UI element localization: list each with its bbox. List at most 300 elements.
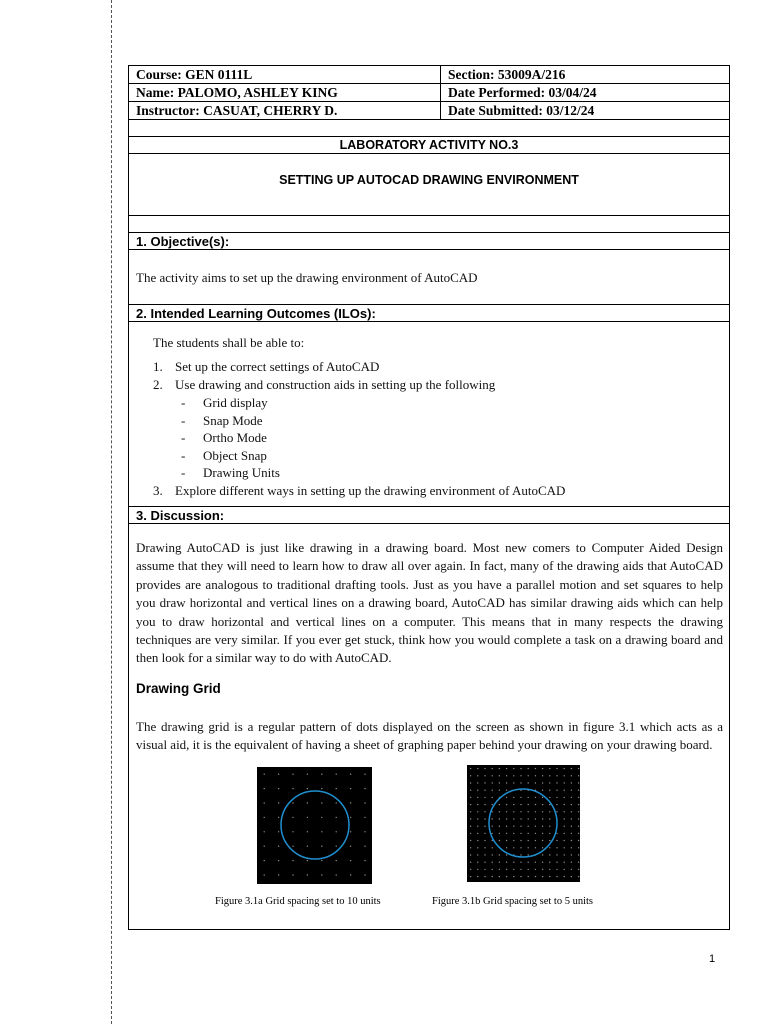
grid-dot — [336, 846, 337, 847]
grid-dot — [264, 874, 265, 875]
grid-dot — [520, 782, 521, 783]
grid-dot — [564, 775, 565, 776]
grid-dot — [535, 826, 536, 827]
grid-dot — [520, 811, 521, 812]
grid-dot — [499, 775, 500, 776]
grid-dot — [492, 782, 493, 783]
grid-dot — [520, 818, 521, 819]
grid-dot — [470, 818, 471, 819]
grid-dot — [470, 876, 471, 877]
grid-dot — [549, 782, 550, 783]
sub-list-item: - Drawing Units — [181, 465, 280, 480]
grid-dot — [470, 862, 471, 863]
grid-dot — [513, 775, 514, 776]
grid-dot — [535, 862, 536, 863]
grid-dot — [571, 768, 572, 769]
grid-dot — [499, 854, 500, 855]
grid-dot — [520, 876, 521, 877]
grid-dot — [520, 768, 521, 769]
grid-dot — [336, 831, 337, 832]
grid-dot — [506, 775, 507, 776]
objective-heading: 1. Objective(s): — [129, 233, 729, 250]
grid-dot — [484, 818, 485, 819]
grid-dot — [535, 811, 536, 812]
ilo-heading: 2. Intended Learning Outcomes (ILOs): — [129, 305, 729, 322]
grid-dot — [499, 782, 500, 783]
grid-dot — [336, 802, 337, 803]
grid-dot — [564, 854, 565, 855]
grid-dot — [535, 869, 536, 870]
grid-dot — [528, 876, 529, 877]
grid-dot — [520, 869, 521, 870]
grid-dot — [535, 804, 536, 805]
grid-dot — [513, 847, 514, 848]
grid-dot — [528, 833, 529, 834]
grid-dot — [578, 804, 579, 805]
grid-dot — [520, 797, 521, 798]
grid-dot — [484, 775, 485, 776]
grid-dot — [571, 862, 572, 863]
grid-dot — [477, 869, 478, 870]
grid-dot — [513, 804, 514, 805]
grid-dot — [492, 847, 493, 848]
grid-dot — [571, 826, 572, 827]
grid-dot — [542, 847, 543, 848]
grid-dot — [556, 775, 557, 776]
grid-dot — [520, 847, 521, 848]
grid-dot — [535, 876, 536, 877]
grid-dot — [492, 869, 493, 870]
grid-dot — [513, 869, 514, 870]
grid-dot — [556, 869, 557, 870]
grid-dot — [477, 768, 478, 769]
grid-dot — [484, 797, 485, 798]
grid-dot — [520, 833, 521, 834]
grid-dot — [336, 874, 337, 875]
margin-guide — [111, 0, 112, 1024]
grid-dot — [528, 869, 529, 870]
grid-dot — [292, 846, 293, 847]
grid-dot — [470, 782, 471, 783]
grid-dot — [578, 797, 579, 798]
grid-dot — [470, 826, 471, 827]
grid-dot — [307, 846, 308, 847]
grid-dot — [506, 854, 507, 855]
grid-dot — [364, 846, 365, 847]
grid-dot — [528, 768, 529, 769]
grid-dot — [578, 782, 579, 783]
grid-dot — [528, 804, 529, 805]
grid-dot — [564, 826, 565, 827]
page-number: 1 — [709, 953, 716, 965]
discussion-heading: 3. Discussion: — [129, 507, 729, 524]
grid-dot — [364, 874, 365, 875]
sub-list-item: - Object Snap — [181, 447, 267, 463]
grid-dot — [336, 817, 337, 818]
grid-dot — [492, 826, 493, 827]
grid-dot — [364, 860, 365, 861]
grid-dot — [364, 802, 365, 803]
grid-dot — [278, 817, 279, 818]
grid-dot — [499, 804, 500, 805]
grid-dot — [578, 775, 579, 776]
grid-dot — [578, 847, 579, 848]
grid-dot — [571, 811, 572, 812]
grid-dot — [564, 840, 565, 841]
grid-dot — [321, 788, 322, 789]
grid-dot — [321, 831, 322, 832]
grid-dot — [506, 782, 507, 783]
grid-dot — [484, 840, 485, 841]
grid-dot — [506, 804, 507, 805]
grid-dot — [484, 847, 485, 848]
grid-dot — [549, 804, 550, 805]
grid-dot — [535, 775, 536, 776]
grid-dot — [556, 847, 557, 848]
grid-dot — [492, 818, 493, 819]
grid-dot — [549, 811, 550, 812]
grid-dot — [542, 876, 543, 877]
grid-dot — [549, 833, 550, 834]
grid-dot — [528, 847, 529, 848]
ilo-section — [129, 322, 729, 507]
grid-dot — [484, 854, 485, 855]
grid-dot — [549, 854, 550, 855]
objective-text: The activity aims to set up the drawing environment of AutoCAD — [129, 250, 729, 305]
grid-dot — [513, 782, 514, 783]
grid-dot — [307, 860, 308, 861]
grid-dot — [578, 876, 579, 877]
grid-dot — [492, 840, 493, 841]
grid-dot — [506, 768, 507, 769]
grid-dot — [542, 833, 543, 834]
grid-dot — [321, 860, 322, 861]
header-row-course — [129, 66, 729, 84]
grid-dot — [578, 833, 579, 834]
drawn-circle — [281, 791, 349, 859]
grid-dot — [470, 804, 471, 805]
grid-dot — [506, 833, 507, 834]
grid-dot — [549, 790, 550, 791]
grid-dot — [549, 826, 550, 827]
grid-paragraph: The drawing grid is a regular pattern of dots displayed on the screen as shown in figure 3.1 which acts as a visual aid, it is the equivalent of having a sheet of graphing paper behind your drawing on your drawing board. — [136, 719, 723, 753]
grid-dot — [549, 876, 550, 877]
grid-dot — [364, 817, 365, 818]
grid-dot — [264, 860, 265, 861]
grid-dot — [506, 811, 507, 812]
grid-dot — [528, 782, 529, 783]
grid-dot — [278, 788, 279, 789]
grid-dot — [364, 831, 365, 832]
grid-dot — [571, 869, 572, 870]
grid-dot — [556, 790, 557, 791]
grid-dot — [542, 768, 543, 769]
grid-dot — [513, 826, 514, 827]
grid-dot — [499, 833, 500, 834]
grid-dot — [321, 817, 322, 818]
grid-dot — [571, 876, 572, 877]
drawn-circle — [489, 789, 557, 857]
grid-dot — [307, 774, 308, 775]
grid-dot — [336, 788, 337, 789]
grid-dot — [350, 860, 351, 861]
activity-title: SETTING UP AUTOCAD DRAWING ENVIRONMENT — [129, 154, 729, 216]
grid-dot — [307, 802, 308, 803]
grid-dot — [571, 790, 572, 791]
grid-dot — [350, 874, 351, 875]
grid-dot — [499, 811, 500, 812]
course-field: Course: GEN 0111L — [129, 66, 441, 83]
grid-dot — [520, 804, 521, 805]
grid-dot — [364, 788, 365, 789]
grid-dot — [492, 775, 493, 776]
grid-dot — [470, 840, 471, 841]
grid-dot — [513, 840, 514, 841]
grid-dot — [278, 774, 279, 775]
grid-dot — [556, 804, 557, 805]
grid-dot — [564, 790, 565, 791]
figure-b-caption: Figure 3.1b Grid spacing set to 5 units — [432, 896, 593, 907]
header-row-name — [129, 84, 729, 102]
grid-dot — [477, 790, 478, 791]
grid-dot — [470, 847, 471, 848]
grid-dot — [264, 788, 265, 789]
list-item: 1. Set up the correct settings of AutoCAD — [153, 359, 380, 374]
grid-dot — [307, 817, 308, 818]
grid-dot — [542, 804, 543, 805]
grid-dot — [470, 869, 471, 870]
grid-dot — [350, 846, 351, 847]
grid-dot — [470, 790, 471, 791]
grid-dot — [264, 831, 265, 832]
grid-dot — [292, 831, 293, 832]
grid-dot — [528, 797, 529, 798]
grid-dot — [571, 804, 572, 805]
grid-dot — [564, 811, 565, 812]
grid-dot — [556, 797, 557, 798]
date-submitted-field: Date Submitted: 03/12/24 — [448, 103, 595, 118]
grid-figure-5-units — [467, 765, 580, 882]
grid-dot — [484, 804, 485, 805]
grid-dot — [513, 862, 514, 863]
grid-dot — [484, 869, 485, 870]
name-field: Name: PALOMO, ASHLEY KING — [129, 84, 441, 101]
grid-dot — [549, 869, 550, 870]
ilo-intro: The students shall be able to: — [153, 335, 305, 350]
grid-dot — [292, 788, 293, 789]
grid-dot — [278, 874, 279, 875]
grid-dot — [492, 768, 493, 769]
grid-dot — [528, 818, 529, 819]
grid-dot — [484, 790, 485, 791]
grid-dot — [513, 833, 514, 834]
grid-dot — [307, 874, 308, 875]
grid-dot — [264, 817, 265, 818]
grid-dot — [350, 788, 351, 789]
grid-dot — [477, 797, 478, 798]
spacer-row — [129, 216, 729, 233]
grid-dot — [499, 790, 500, 791]
grid-dot — [278, 802, 279, 803]
grid-dot — [571, 818, 572, 819]
grid-dot — [492, 876, 493, 877]
grid-dot — [350, 831, 351, 832]
grid-dot — [499, 869, 500, 870]
grid-dot — [542, 854, 543, 855]
grid-dot — [535, 797, 536, 798]
grid-dot — [506, 862, 507, 863]
grid-dot — [571, 854, 572, 855]
discussion-section — [129, 524, 729, 929]
grid-dot — [499, 862, 500, 863]
grid-dot — [513, 797, 514, 798]
grid-dot — [484, 876, 485, 877]
grid-dot — [578, 862, 579, 863]
grid-dot — [578, 790, 579, 791]
discussion-paragraph: Drawing AutoCAD is just like drawing in a drawing board. Most new comers to Computer Aided Design assume that they will need to learn how to draw all over again. In fact, many of the drawing aids that AutoCAD provides are analogous to traditional drafting tools. Just as you have a parallel motion and set squares to help you draw horizontal and vertical lines on a drawing board, AutoCAD has similar drawing aids which can help you to draw horizontal and vertical lines on a computer. This means that in many respects the drawing techniques are very similar. If you ever get stuck, think how you would complete a task on a drawing board and then look for a similar way to do with AutoCAD. — [136, 540, 723, 666]
grid-dot — [470, 833, 471, 834]
grid-dot — [528, 811, 529, 812]
grid-dot — [477, 782, 478, 783]
grid-dot — [564, 782, 565, 783]
grid-dot — [506, 790, 507, 791]
grid-dot — [564, 847, 565, 848]
grid-dot — [477, 847, 478, 848]
grid-dot — [571, 775, 572, 776]
grid-dot — [520, 854, 521, 855]
grid-dot — [564, 862, 565, 863]
grid-dot — [520, 862, 521, 863]
grid-dot — [564, 768, 565, 769]
grid-dot — [499, 826, 500, 827]
grid-dot — [520, 775, 521, 776]
grid-dot — [321, 846, 322, 847]
grid-dot — [556, 768, 557, 769]
grid-dot — [264, 774, 265, 775]
grid-dot — [477, 862, 478, 863]
grid-dot — [564, 818, 565, 819]
grid-dot — [470, 768, 471, 769]
grid-dot — [350, 802, 351, 803]
figure-a-caption: Figure 3.1a Grid spacing set to 10 units — [215, 896, 381, 907]
grid-dot — [578, 854, 579, 855]
grid-dot — [535, 840, 536, 841]
grid-dot — [542, 797, 543, 798]
grid-dot — [556, 840, 557, 841]
grid-dot — [477, 818, 478, 819]
grid-dot — [336, 860, 337, 861]
grid-dot — [292, 860, 293, 861]
grid-dot — [264, 802, 265, 803]
grid-dot — [307, 831, 308, 832]
grid-dot — [571, 797, 572, 798]
grid-dot — [506, 869, 507, 870]
grid-dot — [542, 818, 543, 819]
grid-dot — [513, 768, 514, 769]
grid-dot — [513, 818, 514, 819]
grid-dot — [499, 818, 500, 819]
grid-dot — [556, 833, 557, 834]
grid-dot — [564, 876, 565, 877]
grid-dot — [477, 876, 478, 877]
grid-dot — [564, 797, 565, 798]
grid-dot — [564, 833, 565, 834]
grid-dot — [477, 775, 478, 776]
grid-dot — [542, 862, 543, 863]
grid-dot — [477, 826, 478, 827]
grid-dot — [535, 833, 536, 834]
grid-dot — [506, 826, 507, 827]
grid-dot — [571, 782, 572, 783]
grid-dot — [492, 854, 493, 855]
grid-dot — [564, 804, 565, 805]
grid-dot — [492, 790, 493, 791]
grid-dot — [477, 804, 478, 805]
grid-dot — [477, 854, 478, 855]
list-item: 2. Use drawing and construction aids in setting up the following — [153, 377, 496, 392]
grid-dot — [470, 854, 471, 855]
grid-dot — [492, 797, 493, 798]
grid-dot — [578, 768, 579, 769]
grid-dot — [556, 876, 557, 877]
grid-dot — [542, 811, 543, 812]
grid-dot — [484, 782, 485, 783]
grid-figure-10-units — [257, 767, 372, 884]
grid-dot — [556, 782, 557, 783]
grid-dot — [513, 811, 514, 812]
grid-dot — [549, 862, 550, 863]
grid-dot — [542, 775, 543, 776]
grid-dot — [542, 840, 543, 841]
grid-dot — [549, 840, 550, 841]
list-item: 3. Explore different ways in setting up the drawing environment of AutoCAD — [153, 482, 566, 498]
grid-dot — [556, 862, 557, 863]
grid-dot — [278, 860, 279, 861]
grid-dot — [364, 774, 365, 775]
grid-dot — [477, 840, 478, 841]
header-row-instructor — [129, 102, 729, 120]
grid-dot — [470, 811, 471, 812]
grid-dot — [571, 840, 572, 841]
grid-dot — [542, 782, 543, 783]
grid-dot — [571, 847, 572, 848]
drawing-grid-subheading: Drawing Grid — [136, 681, 221, 696]
grid-dot — [321, 774, 322, 775]
grid-dot — [578, 840, 579, 841]
grid-dot — [484, 826, 485, 827]
date-performed-field: Date Performed: 03/04/24 — [448, 85, 597, 100]
grid-dot — [307, 788, 308, 789]
grid-dot — [556, 811, 557, 812]
grid-dot — [292, 874, 293, 875]
grid-dot — [506, 847, 507, 848]
grid-dot — [542, 869, 543, 870]
grid-dot — [578, 811, 579, 812]
grid-dot — [484, 862, 485, 863]
grid-dot — [528, 775, 529, 776]
grid-dot — [321, 874, 322, 875]
grid-dot — [292, 802, 293, 803]
grid-dot — [506, 840, 507, 841]
grid-dot — [292, 774, 293, 775]
grid-dot — [506, 797, 507, 798]
grid-dot — [549, 818, 550, 819]
grid-dot — [506, 818, 507, 819]
lab-report-sheet — [128, 65, 730, 930]
grid-dot — [528, 862, 529, 863]
grid-dot — [549, 775, 550, 776]
sub-list-item: - Ortho Mode — [181, 430, 267, 445]
